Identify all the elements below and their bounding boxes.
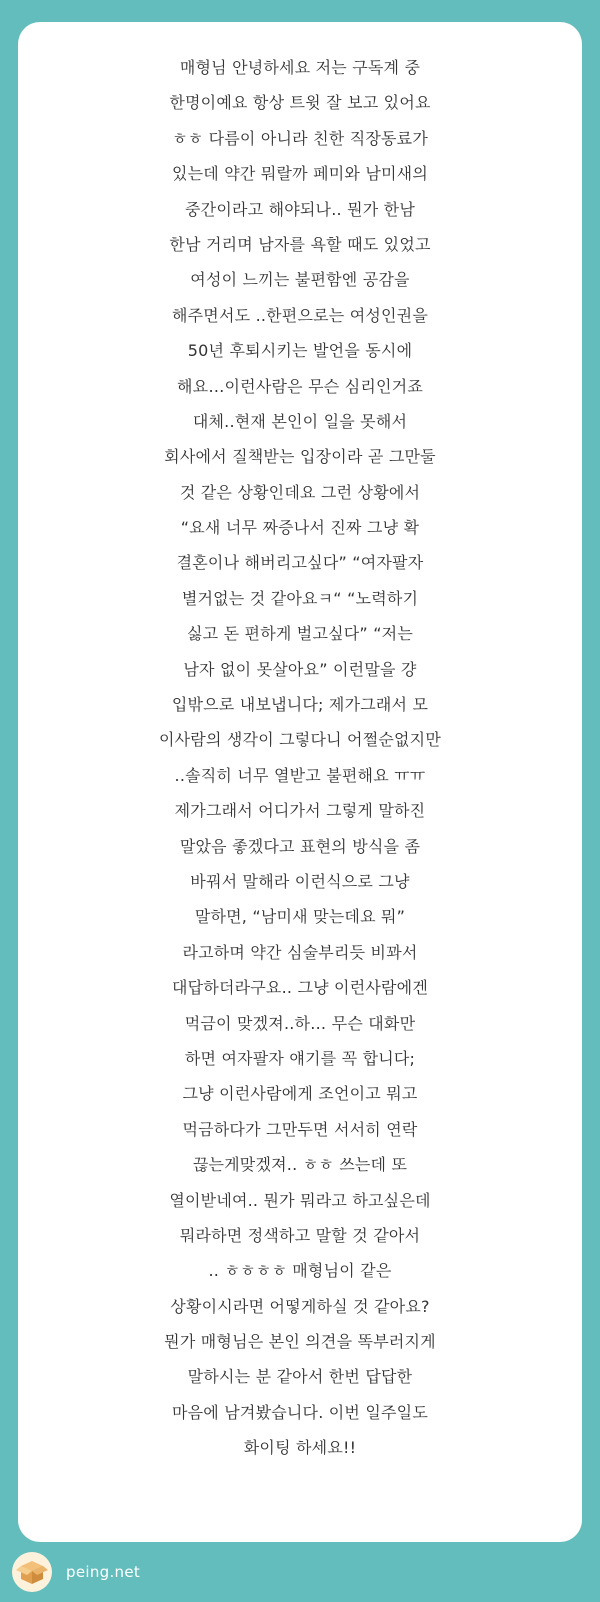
question-line: 중간이라고 해야되나.. 뭔가 한남 bbox=[185, 199, 415, 219]
footer[interactable] bbox=[12, 1552, 140, 1592]
question-line: 뭐라하면 정색하고 말할 것 같아서 bbox=[179, 1225, 421, 1245]
question-line: 화이팅 하세요!! bbox=[243, 1438, 357, 1458]
question-line: 해요…이런사람은 무슨 심리인거죠 bbox=[177, 376, 423, 396]
question-line: 대답하더라구요.. 그냥 이런사람에겐 bbox=[172, 978, 428, 998]
question-line: 제가그래서 어디가서 그렇게 말하진 bbox=[174, 801, 426, 821]
question-line: ..솔직히 너무 열받고 불편해요 ㅠㅠ bbox=[174, 765, 426, 785]
question-line: .. ㅎㅎㅎㅎ 매형님이 같은 bbox=[208, 1261, 392, 1281]
question-line: 입밖으로 내보냅니다; 제가그래서 모 bbox=[171, 695, 429, 715]
question-line: 말았음 좋겠다고 표현의 방식을 좀 bbox=[179, 836, 421, 856]
question-line: 바꿔서 말해라 이런식으로 그냥 bbox=[190, 871, 410, 891]
question-text bbox=[18, 50, 582, 1466]
question-line: 라고하며 약간 심술부리듯 비꽈서 bbox=[182, 942, 418, 962]
question-line: 상황이시라면 어떻게하실 것 같아요? bbox=[170, 1296, 430, 1316]
question-line: 말하시는 분 같아서 한번 답답한 bbox=[187, 1367, 413, 1387]
question-line: 매형님 안녕하세요 저는 구독계 중 bbox=[179, 58, 421, 77]
question-line: 열이받네여.. 뭔가 뭐라고 하고싶은데 bbox=[169, 1190, 431, 1210]
question-line: 마음에 남겨봤습니다. 이번 일주일도 bbox=[172, 1402, 428, 1422]
question-line: 남자 없이 못살아요” 이런말을 걍 bbox=[183, 659, 417, 679]
question-line: 해주면서도 ..한편으로는 여성인권을 bbox=[172, 305, 428, 325]
question-line: 별거없는 것 같아요ㅋ“ “노력하기 bbox=[181, 588, 419, 608]
brand-name[interactable]: peing.net bbox=[66, 1563, 141, 1581]
question-line: 결혼이나 해버리고싶다” “여자팔자 bbox=[176, 553, 424, 573]
question-line: 있는데 약간 뭐랄까 페미와 남미새의 bbox=[172, 164, 428, 184]
question-line: 한명이예요 항상 트윗 잘 보고 있어요 bbox=[169, 93, 431, 113]
question-line: “요새 너무 짜증나서 진짜 그냥 확 bbox=[180, 518, 420, 538]
cardboard-box-icon bbox=[12, 1552, 52, 1592]
question-line: 끊는게맞겠져.. ㅎㅎ 쓰는데 또 bbox=[192, 1155, 408, 1175]
question-line: 회사에서 질책받는 입장이라 곧 그만둘 bbox=[164, 447, 436, 467]
question-line: ㅎㅎ 다름이 아니라 친한 직장동료가 bbox=[172, 128, 428, 148]
question-card bbox=[18, 22, 582, 1542]
question-line: 먹금하다가 그만두면 서서히 연락 bbox=[182, 1119, 418, 1139]
question-line: 50년 후퇴시키는 발언을 동시에 bbox=[187, 341, 413, 361]
question-line: 대체..현재 본인이 일을 못해서 bbox=[192, 411, 408, 431]
question-line: 뭔가 매형님은 본인 의견을 똑부러지게 bbox=[164, 1332, 436, 1352]
question-line: 먹금이 맞겠져..하… 무슨 대화만 bbox=[184, 1013, 416, 1033]
question-line: 그냥 이런사람에게 조언이고 뭐고 bbox=[182, 1084, 418, 1104]
question-line: 싫고 돈 편하게 벌고싶다” “저는 bbox=[187, 624, 413, 644]
question-line: 것 같은 상황인데요 그런 상황에서 bbox=[179, 482, 421, 502]
question-line: 하면 여자팔자 얘기를 꼭 합니다; bbox=[184, 1048, 416, 1068]
question-line: 말하면, “남미새 맞는데요 뭐” bbox=[194, 907, 406, 927]
question-line: 이사람의 생각이 그렇다니 어쩔순없지만 bbox=[158, 730, 441, 750]
question-line: 한남 거리며 남자를 욕할 때도 있었고 bbox=[169, 234, 431, 254]
question-line: 여성이 느끼는 불편함엔 공감을 bbox=[190, 270, 410, 290]
